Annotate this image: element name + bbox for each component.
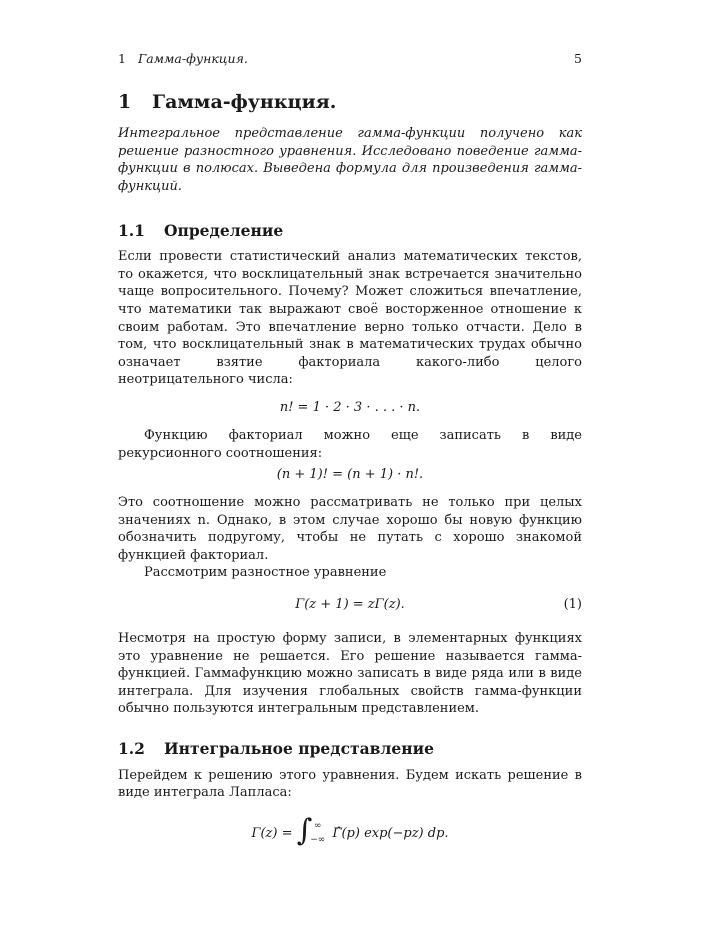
subsection-heading-1 [118,222,582,240]
equation-recursion [118,464,582,486]
running-head-number: 1 [118,51,126,66]
equation-integrand: Γ̂(p) exp(−pz) dp. [332,825,449,841]
integral-lower-limit: −∞ [310,835,326,846]
subsection-title-1: Определение [164,220,284,240]
equation-factorial-text: n! = 1 · 2 · 3 · . . . · n. [279,399,421,415]
subsection-number-1: 1.1 [118,220,145,240]
equation-laplace-integral [118,812,582,856]
subsection-title-2: Интегральное представление [164,739,434,759]
running-head [118,50,582,68]
paragraph: Рассмотрим разностное уравнение [144,565,387,581]
paragraph: Функцию факториал можно еще записать в виде рекурсионного соотношения: [118,427,582,461]
equation-lhs: Γ(z) = [251,825,293,841]
integral-upper-limit: ∞ [314,821,322,832]
paragraph: Несмотря на простую форму записи, в элементарных функциях это уравнение не решается. Его решение называется гамма-функцией. Гаммафункцию можно записать в виде ряда или в виде интеграла. Для изучения глобальных свойств гамма-функции обычно пользуются интегральным представлением. [118,631,582,717]
section-number: 1 [118,90,132,113]
equation-gamma-difference-text: Γ(z + 1) = zΓ(z). [295,597,405,613]
subsection-heading-2 [118,740,582,758]
integral-sign: ∫ [296,813,313,849]
section-title: Гамма-функция. [152,90,337,113]
paragraph: Если провести статистический анализ математических текстов, то окажется, что восклицательный знак встречается значительно чаще вопросительного. Почему? Может сложиться впечатление, что математики так выражают своё восторженное отношение к своим работам. Это впечатление верно только отчасти. Дело в том, что восклицательный знак в математических трудах обычно означает взятие факториала какого-либо целого неотрицательного числа: [118,249,582,388]
running-head-title: Гамма-функция. [137,51,248,66]
page-number: 5 [574,51,582,66]
paragraph: Перейдем к решению этого уравнения. Будем искать решение в виде интеграла Лапласа: [118,767,582,801]
section-heading [118,90,582,113]
equation-recursion-text: (n + 1)! = (n + 1) · n!. [276,467,424,483]
subsection-number-2: 1.2 [118,739,145,759]
paragraph: Это соотношение можно рассматривать не только при целых значениях n. Однако, в этом случае хорошо бы новую функцию обозначить подругому, чтобы не путать с хорошо знакомой функцией факториал. [118,495,582,563]
abstract: Интегральное представление гамма-функции получено как решение разностного уравнения. Исследовано поведение гамма-функции в полюсах. Выведена формула для произведения гамма-функций. [118,126,582,194]
equation-gamma-difference [118,594,582,616]
integral-limits [310,819,325,847]
integral [296,813,329,849]
equation-factorial [118,397,582,419]
running-head-title-wrap [118,50,248,68]
equation-tag: (1) [563,597,582,613]
